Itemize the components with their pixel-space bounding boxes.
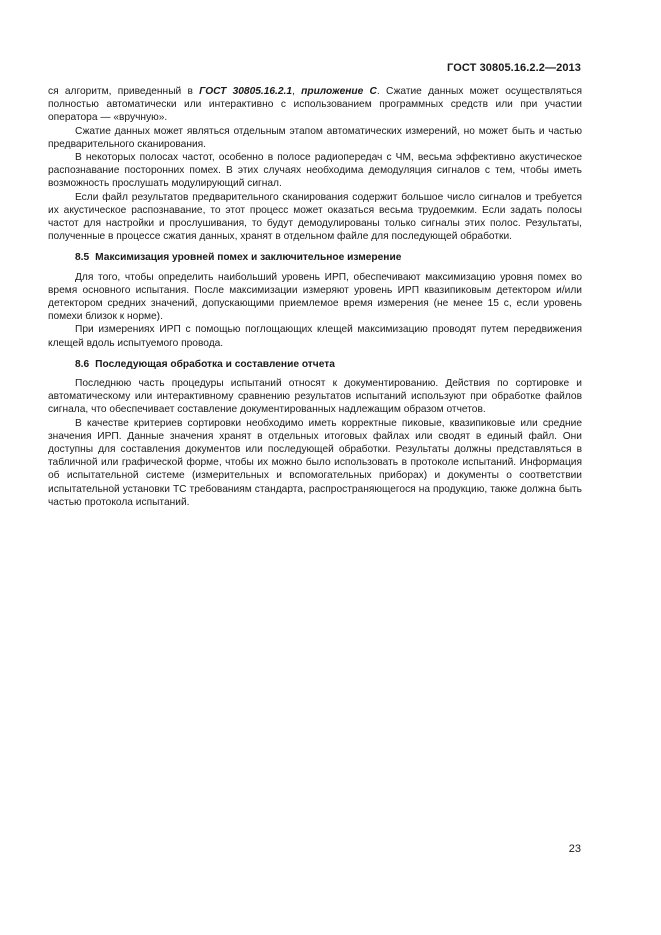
section-heading-8-5: [48, 251, 582, 264]
paragraph: Если файл результатов предварительного сканирования содержит большое число сигналов и требуется их акустическое распознавание, то этот процесс может оказаться весьма трудоемким. Если задать полосы частот для настройки и прослушивания, то будут демодулированы только сигналы этих полос. Результаты, полученные в процессе сжатия данных, хранят в отдельном файле для последующей обработки.: [48, 191, 582, 243]
section-heading-8-6: [48, 358, 582, 371]
paragraph: Для того, чтобы определить наибольший уровень ИРП, обеспечивают максимизацию уровня помех во время основного испытания. После максимизации измеряют уровень ИРП квазипиковым детектором и/или детектором средних значений, допускающими приемлемое время измерения (не менее 15 с, если уровень помехи близок к норме).: [48, 271, 582, 323]
paragraph-continuation: [48, 85, 582, 125]
separator-text: ,: [292, 86, 302, 97]
page-number: 23: [568, 843, 581, 855]
paragraph: Сжатие данных может являться отдельным этапом автоматических измерений, но может быть и частью предварительного сканирования.: [48, 125, 582, 150]
section-number: 8.5: [75, 252, 90, 264]
paragraph: Последнюю часть процедуры испытаний относят к документированию. Действия по сортировке и автоматическому или интерактивному сравнению результатов испытаний используют при обработке файлов сигнала, что обеспечивает составление документированных надлежащим образом отчетов.: [48, 378, 582, 416]
paragraph-text: ся алгоритм, приведенный в: [48, 86, 200, 97]
standard-reference: ГОСТ 30805.16.2.1: [199, 86, 293, 97]
annex-reference: приложение С: [301, 86, 377, 97]
section-title: Последующая обработка и составление отчета: [95, 358, 335, 370]
paragraph: В некоторых полосах частот, особенно в полосе радиопередач с ЧМ, весьма эффективно акустическое распознавание посторонних помех. В этих случаях необходима демодуляция сигналов с тем, чтобы иметь возможность прослушать модулирующий сигнал.: [48, 152, 582, 190]
paragraph: В качестве критериев сортировки необходимо иметь корректные пиковые, квазипиковые или средние значения ИРП. Данные значения хранят в отдельных итоговых файлах или сводят в единый файл. Они доступны для составления документов или последующей обработки. Результаты должны представляться в табличной или графической форме, чтобы их можно было использовать в протоколе испытаний. Информация об испытательной системе (измерительных и вспомогательных приборах) и документы о соответствии испытательной установки ТС требованиям стандарта, распространяющегося на продукцию, также должна быть частью протокола испытаний.: [48, 417, 582, 508]
document-code: ГОСТ 30805.16.2.2—2013: [447, 62, 581, 74]
page-body: [48, 85, 582, 509]
section-title: Максимизация уровней помех и заключительное измерение: [95, 252, 402, 264]
section-number: 8.6: [75, 358, 90, 370]
paragraph-text: . Сжатие данных может осуществляться полностью автоматически или интерактивно с использованием программных средств или при участии оператора — «вручную».: [48, 86, 582, 124]
paragraph: При измерениях ИРП с помощью поглощающих клещей максимизацию проводят путем передвижения клещей вдоль испытуемого провода.: [48, 324, 582, 349]
